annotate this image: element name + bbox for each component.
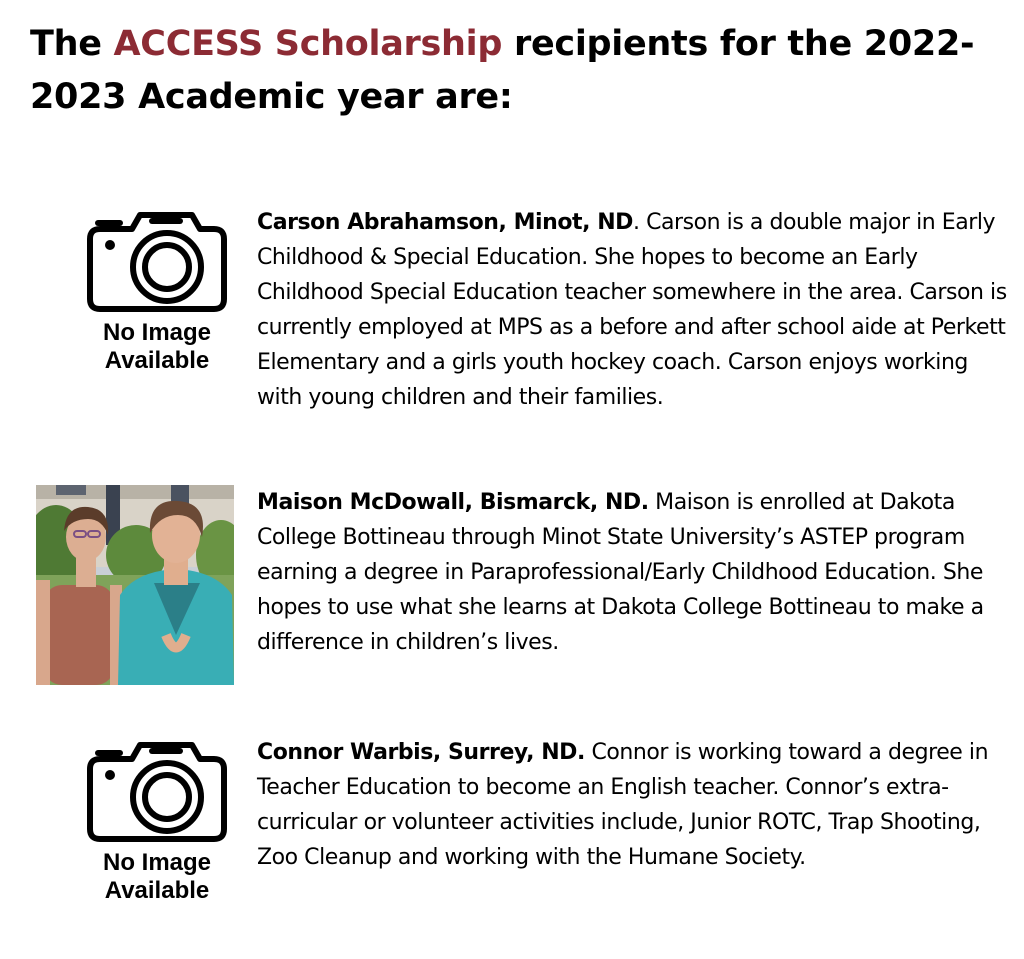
recipient-name: Carson Abrahamson, Minot, ND [257,210,633,235]
recipient-name: Connor Warbis, Surrey, ND. [257,740,585,765]
recipient-description: Connor is working toward a degree in Teacher Education to become an English teacher. Connor’s extra-curricular or volunteer activities include, Junior ROTC, Trap Shooting, Zoo Cleanup and working with the Humane Society. [257,740,989,870]
recipient-bio [257,205,1017,415]
recipient-photo [36,485,234,685]
page-title [30,18,990,124]
placeholder-caption-line2: Available [104,877,210,904]
title-highlight: ACCESS Scholarship [113,24,503,64]
placeholder-caption-line2: Available [104,347,210,374]
camera-icon [82,735,232,845]
placeholder-caption-line1: No Image [102,849,212,876]
recipient-photo-image [36,485,234,685]
recipient-name: Maison McDowall, Bismarck, ND. [257,490,649,515]
placeholder-caption-line1: No Image [102,319,212,346]
recipient-description: Maison is enrolled at Dakota College Bottineau through Minot State University’s ASTEP program earning a degree in Paraprofessional/Early Childhood Education. She hopes to use what she learns at Dakota College Bottineau to make a difference in children’s lives. [257,490,984,655]
no-image-placeholder [74,205,240,375]
camera-icon [82,205,232,315]
recipient-bio [257,735,1017,875]
title-prefix: The [30,24,114,64]
no-image-placeholder [74,735,240,905]
title-suffix: recipients for the 2022-2023 Academic year are: [30,24,975,117]
recipient-bio [257,485,1017,660]
recipient-description: . Carson is a double major in Early Childhood & Special Education. She hopes to become an Early Childhood Special Education teacher somewhere in the area. Carson is currently employed at MPS as a before and after school aide at Perkett Elementary and a girls youth hockey coach. Carson enjoys working with young children and their families. [257,210,1007,410]
